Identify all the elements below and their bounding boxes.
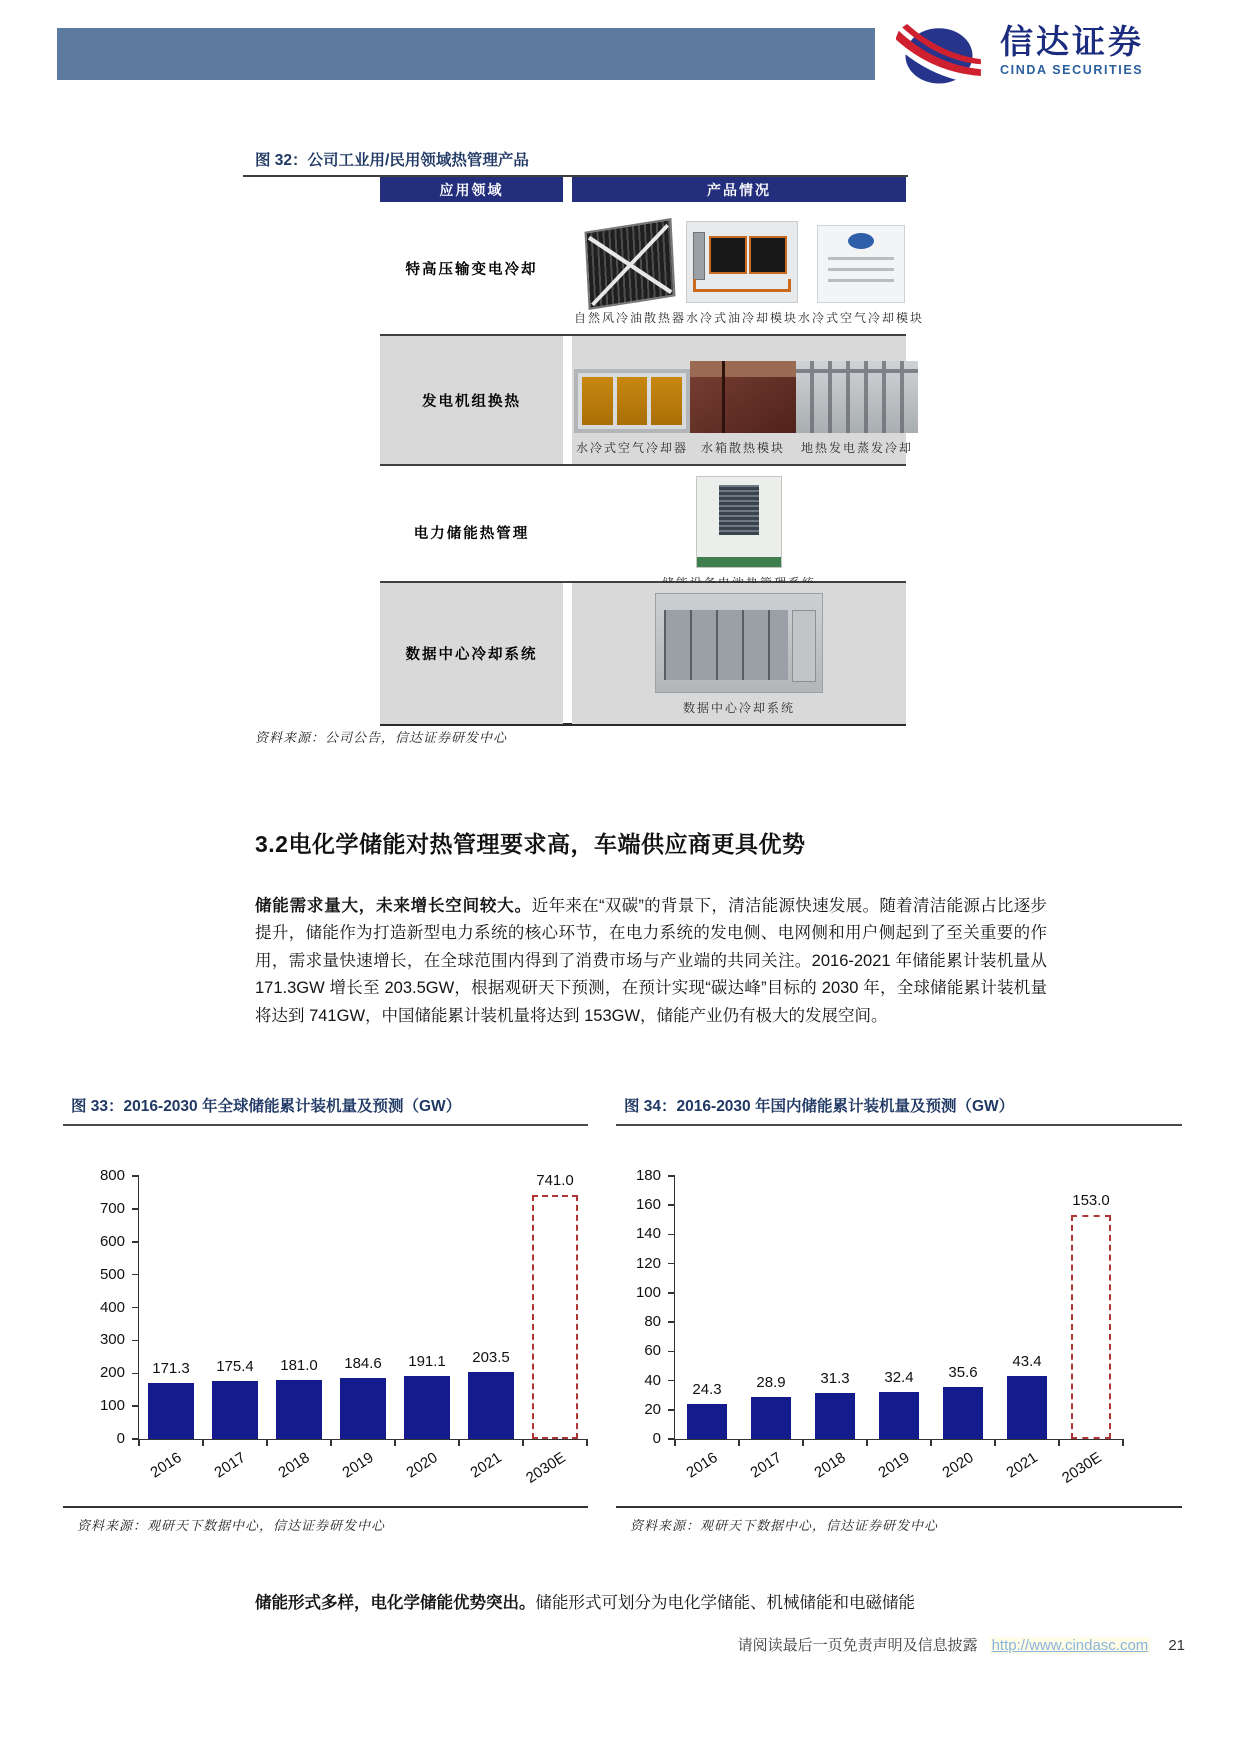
x-axis-category-label: 2021 xyxy=(467,1449,505,1482)
y-axis-tick-label: 20 xyxy=(644,1400,661,1418)
product-caption: 自然风冷油散热器 xyxy=(574,311,687,325)
water-cooled-air-cooler-image xyxy=(574,369,690,433)
body-paragraph xyxy=(255,893,1047,1031)
figure-33 xyxy=(63,1090,588,1534)
y-axis-tick-label: 100 xyxy=(99,1397,125,1415)
row-label: 电力储能热管理 xyxy=(413,526,530,542)
forecast-bar xyxy=(532,1195,578,1439)
y-axis-tick-label: 80 xyxy=(644,1313,661,1331)
bar-value-label: 175.4 xyxy=(216,1358,254,1376)
bar xyxy=(1007,1376,1047,1439)
geothermal-evaporative-cooling-image xyxy=(796,361,918,433)
column-header-application-field: 应用领域 xyxy=(380,177,563,202)
y-axis-tick-label: 0 xyxy=(116,1430,125,1447)
header-color-bar xyxy=(57,28,875,80)
section-heading: 3.2电化学储能对热管理要求高，车端供应商更具优势 xyxy=(255,831,806,857)
bar xyxy=(148,1383,194,1439)
bar xyxy=(751,1397,791,1439)
bar-value-label: 184.6 xyxy=(344,1355,382,1373)
x-axis-category-label: 2018 xyxy=(275,1449,313,1482)
y-axis-tick-label: 200 xyxy=(99,1364,125,1382)
x-axis-category-label: 2019 xyxy=(339,1449,377,1482)
bar-value-label: 43.4 xyxy=(1012,1352,1042,1370)
paragraph2-text: 储能形式可划分为电化学储能、机械储能和电磁储能 xyxy=(535,1593,915,1612)
product-item xyxy=(796,361,918,456)
product-caption: 水箱散热模块 xyxy=(700,441,785,455)
x-axis-category-label: 2016 xyxy=(147,1449,185,1482)
water-tank-radiator-module-image xyxy=(690,361,796,433)
y-axis-tick-label: 100 xyxy=(635,1283,661,1301)
figure32-table-header xyxy=(380,177,906,202)
bar-value-label: 171.3 xyxy=(152,1359,190,1377)
paragraph2-lead-bold: 储能形式多样，电化学储能优势突出。 xyxy=(255,1593,536,1612)
row-label: 发电机组换热 xyxy=(380,336,563,464)
product-item xyxy=(574,369,690,456)
product-item xyxy=(686,221,798,326)
forecast-bar xyxy=(1071,1215,1111,1439)
battery-thermal-management-cabinet-image xyxy=(696,476,782,568)
y-axis-tick-label: 40 xyxy=(644,1371,661,1389)
x-axis-category-label: 2017 xyxy=(747,1449,785,1482)
bar xyxy=(943,1387,983,1439)
y-axis-tick-label: 120 xyxy=(635,1254,661,1272)
bar xyxy=(340,1378,386,1439)
product-caption: 地热发电蒸发冷却 xyxy=(800,441,913,455)
y-axis-tick-label: 140 xyxy=(635,1225,661,1243)
x-axis-category-label: 2019 xyxy=(875,1449,913,1482)
y-axis-tick-label: 180 xyxy=(635,1167,661,1184)
y-axis-tick-label: 700 xyxy=(99,1199,125,1217)
bar xyxy=(276,1380,322,1440)
bar-value-label: 203.5 xyxy=(472,1349,510,1367)
figure-32 xyxy=(243,148,925,726)
cinda-logo-icon xyxy=(896,24,982,86)
water-cooled-air-cooling-module-image xyxy=(817,225,905,303)
x-axis-category-label: 2017 xyxy=(211,1449,249,1482)
x-axis-category-label: 2020 xyxy=(939,1449,977,1482)
cinda-logo-text xyxy=(1000,24,1144,77)
product-caption: 水冷式油冷却模块 xyxy=(686,311,799,325)
figure34-title: 图 34：2016-2030 年国内储能累计装机量及预测（GW） xyxy=(616,1090,1182,1126)
logo-name-cn: 信达证券 xyxy=(1000,23,1144,60)
table-row xyxy=(380,334,913,464)
footer-disclaimer: 请阅读最后一页免责声明及信息披露 xyxy=(737,1637,978,1654)
figure33-bar-chart xyxy=(63,1126,588,1506)
x-axis-category-label: 2018 xyxy=(811,1449,849,1482)
product-item xyxy=(690,361,796,456)
table-row xyxy=(380,581,906,723)
y-axis-tick-label: 500 xyxy=(99,1265,125,1283)
y-axis-tick-label: 160 xyxy=(635,1196,661,1214)
figure32-title: 图 32：公司工业用/民用领域热管理产品 xyxy=(243,148,908,177)
x-axis-category-label: 2020 xyxy=(403,1449,441,1482)
bar-value-label: 181.0 xyxy=(280,1356,318,1374)
water-cooled-oil-cooling-module-image xyxy=(686,221,798,303)
bar xyxy=(815,1393,855,1439)
bar-value-label: 191.1 xyxy=(408,1353,446,1371)
y-axis-tick-label: 0 xyxy=(652,1430,661,1447)
logo-name-en: CINDA SECURITIES xyxy=(1000,63,1144,77)
bar xyxy=(687,1404,727,1440)
x-axis-category-label: 2016 xyxy=(683,1449,721,1482)
bar-value-label: 153.0 xyxy=(1072,1192,1110,1210)
row-label: 特高压输变电冷却 xyxy=(405,261,538,278)
bar-value-label: 31.3 xyxy=(820,1370,850,1388)
figure34-bar-chart xyxy=(616,1126,1182,1506)
bar-value-label: 28.9 xyxy=(756,1373,786,1391)
paragraph-lead-bold: 储能需求量大，未来增长空间较大。 xyxy=(255,896,532,915)
product-item xyxy=(662,476,816,591)
bar-value-label: 24.3 xyxy=(692,1380,722,1398)
page-number: 21 xyxy=(1168,1637,1185,1654)
bar-value-label: 35.6 xyxy=(948,1364,978,1381)
body-paragraph-2 xyxy=(255,1589,1055,1613)
data-center-cooling-container-image xyxy=(655,593,823,693)
bar-value-label: 32.4 xyxy=(884,1368,914,1386)
y-axis-tick-label: 300 xyxy=(99,1331,125,1349)
product-item xyxy=(798,225,924,326)
x-axis-category-label: 2030E xyxy=(1058,1449,1105,1487)
bar xyxy=(468,1372,514,1439)
bar xyxy=(404,1376,450,1439)
figure33-source: 资料来源：观研天下数据中心，信达证券研发中心 xyxy=(63,1506,588,1534)
product-caption: 数据中心冷却系统 xyxy=(682,701,795,715)
paragraph-text: 近年来在“双碳”的背景下，清洁能源快速发展。随着清洁能源占比逐步提升，储能作为打造新型电力系统的核心环节，在电力系统的发电侧、电网侧和用户侧起到了至关重要的作用，需求量快速增长，在全球范围内得到了消费市场与产业端的共同关注。2016-2021 年储能累计装机量从 171.3GW 增长至 203.5GW，根据观研天下预测，在预计实现“碳达峰”目标的 2030 年，全球储能累计装机量将达到 741GW，中国储能累计装机量将达到 153GW，储能产业仍有极大的发展空间。 xyxy=(255,896,1048,1025)
column-header-product-status: 产品情况 xyxy=(572,177,906,202)
y-axis-tick-label: 400 xyxy=(99,1298,125,1316)
figure34-source: 资料来源：观研天下数据中心，信达证券研发中心 xyxy=(616,1506,1182,1534)
figure-34 xyxy=(616,1090,1182,1534)
figure32-table xyxy=(380,177,925,726)
y-axis-tick-label: 600 xyxy=(99,1232,125,1250)
product-item xyxy=(574,225,686,326)
page-footer xyxy=(738,1634,1185,1655)
x-axis-category-label: 2021 xyxy=(1003,1449,1041,1482)
y-axis-tick-label: 60 xyxy=(644,1342,661,1360)
table-row xyxy=(380,464,906,581)
figure33-title: 图 33：2016-2030 年全球储能累计装机量及预测（GW） xyxy=(63,1090,588,1126)
product-item xyxy=(655,593,823,716)
y-axis-tick-label: 800 xyxy=(99,1167,125,1184)
bar xyxy=(879,1392,919,1439)
cinda-logo xyxy=(896,24,1144,86)
figure32-source: 资料来源：公司公告，信达证券研发中心 xyxy=(255,731,508,746)
x-axis-category-label: 2030E xyxy=(522,1449,569,1487)
product-caption: 水冷式空气冷却器 xyxy=(575,441,688,455)
bar xyxy=(212,1381,258,1439)
bar-value-label: 741.0 xyxy=(536,1172,574,1190)
natural-air-cooled-oil-radiator-image xyxy=(584,218,675,310)
footer-website-link[interactable]: http://www.cindasc.com xyxy=(991,1637,1149,1654)
row-label: 数据中心冷却系统 xyxy=(380,583,563,724)
table-row xyxy=(380,202,925,334)
product-caption: 水冷式空气冷却模块 xyxy=(798,311,925,325)
